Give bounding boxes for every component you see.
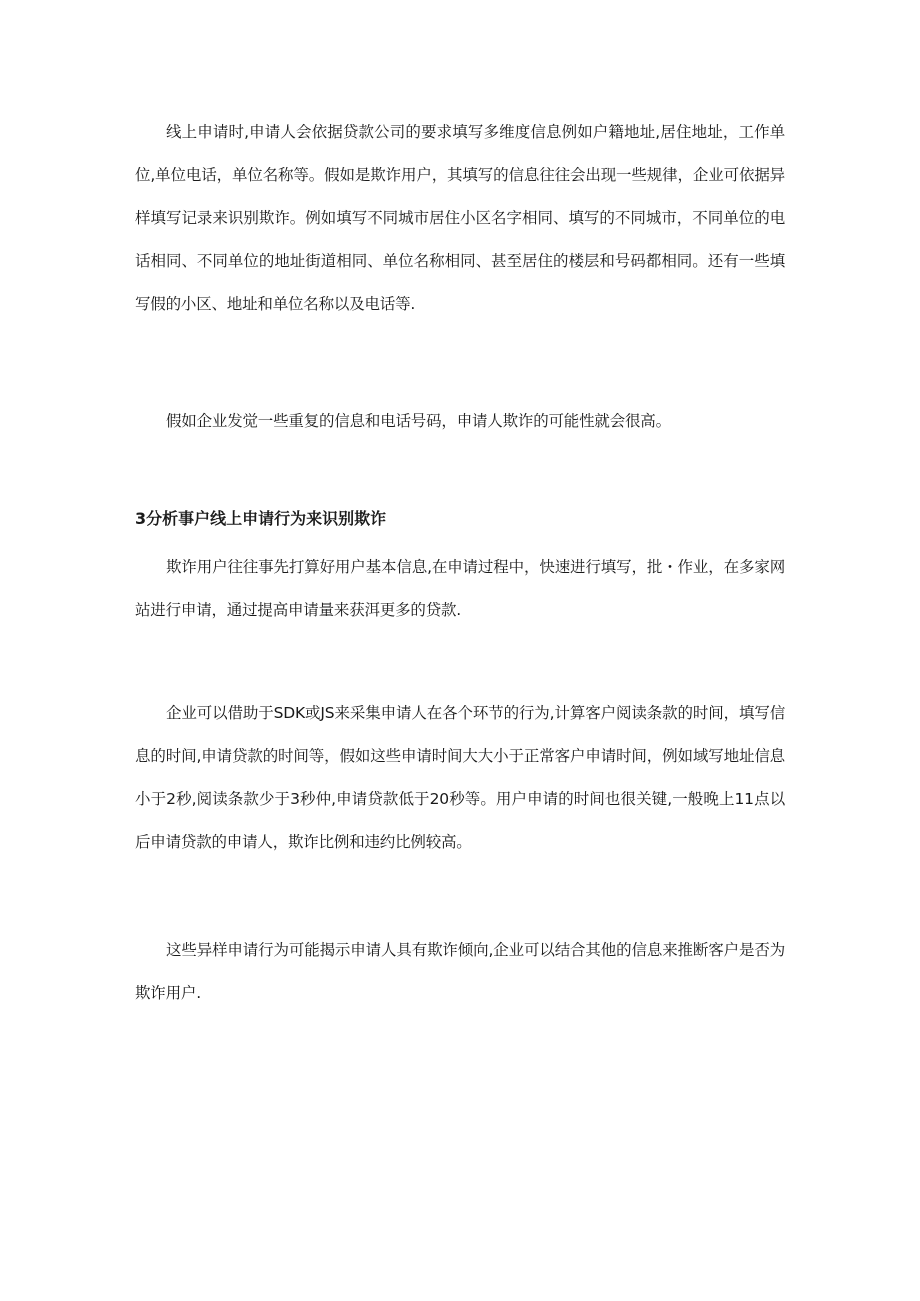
- paragraph-prepared-info: 欺诈用户往往事先打算好用户基本信息,在申请过程中，快速进行填写，批・作业，在多家网站进行申请，通过提高申请量来获洱更多的贷款.: [135, 558, 785, 619]
- section-number: 3: [135, 509, 147, 528]
- paragraph-application-info: 线上申请时,申请人会依据贷款公司的要求填写多维度信息例如户籍地址,居住地址，工作单位,单位电话，单位名称等。假如是欺诈用户，其填写的信息往往会出现一些规律，企业可依据异样填写记录来识别欺诈。例如填写不同城市居住小区名字相同、填写的不同城市，不同单位的电话相同、不同单位的地址街道相同、单位名称相同、甚至居住的楼层和号码都相同。还有一些填写假的小区、地址和单位名称以及电话等.: [135, 123, 785, 313]
- paragraph-duplicate-info: 假如企业发觉一些重复的信息和电话号码，申请人欺诈的可能性就会很高。: [166, 412, 671, 430]
- paragraph-conclusion: 这些异样申请行为可能揭示申请人具有欺诈倾向,企业可以结合其他的信息来推断客户是否为欺诈用户.: [135, 941, 785, 1002]
- paragraph-behavior-timing: 企业可以借助于SDK或JS来采集申请人在各个环节的行为,计算客户阅读条款的时间，填写信息的时间,申请贷款的时间等，假如这些申请时间大大小于正常客户申请时间，例如域写地址信息小于2秒,阅读条款少于3秒仲,申请贷款低于20秒等。用户申请的时间也很关键,一般晚上11点以后申请贷款的申请人，欺诈比例和违约比例较高。: [135, 704, 785, 851]
- section-heading: [135, 508, 785, 530]
- section-title: 分析事户线上申请行为来识别欺诈: [146, 509, 387, 528]
